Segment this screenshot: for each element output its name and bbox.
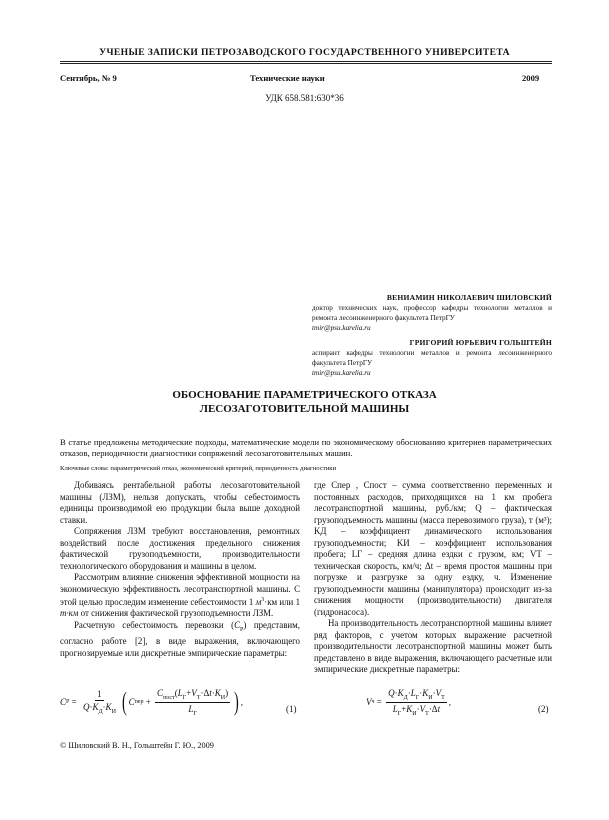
year-label: 2009 [522, 73, 540, 83]
left-column [60, 480, 300, 659]
equation-number-2: (2) [538, 704, 549, 714]
title-line: ЛЕСОЗАГОТОВИТЕЛЬНОЙ МАШИНЫ [199, 403, 410, 415]
author-affiliation: доктор технических наук, профессор кафедры технологии металлов и ремонта лесоинженерного факультета ПетрГУ [312, 304, 552, 322]
paragraph: Добиваясь рентабельной работы лесозаготовительной машины (ЛЗМ), нельзя допускать, чтобы себестоимость единицы производимой ею продукции была выше доходной ставки. [60, 480, 300, 525]
header-rule-bottom [60, 63, 552, 64]
copyright: © Шиловский В. Н., Гольштейн Г. Ю., 2009 [60, 741, 214, 750]
author-email[interactable]: tmir@psu.karelia.ru [312, 324, 371, 332]
paragraph: Расчетную себестоимость перевозки $(C_Р)$ представим, согласно работе [2], в виде выражения, включающего прогнозируемые или дискретные эмпирические параметры: [60, 619, 300, 658]
author-2 [312, 338, 552, 378]
paragraph: где Cпер , Cпост – сумма соответственно переменных и постоянных расходов, приходящихся на 1 км пробега лесотранспортной машины, руб./км; Q – фактическая грузоподъемность машины (масса перевозимого груза), т (м³); KД – коэффициент динамического использования грузоподъемности; KИ – коэффициент использования пробега; LГ – средняя длина ездки с грузом, км; VТ – техническая скорость, км/ч; Δt – время простоя машины при погрузке и разгрузке за одну ездку, ч. Изменение грузоподъемности машины (манипулятора) происходит из-за снижения мощности (производительности) двигателя (гидронасоса). [314, 480, 552, 617]
equation-number-1: (1) [286, 704, 297, 714]
right-column [314, 480, 552, 676]
author-name: ГРИГОРИЙ ЮРЬЕВИЧ ГОЛЬШТЕЙН [409, 338, 552, 347]
header-rule-top [60, 61, 552, 62]
journal-title: УЧЕНЫЕ ЗАПИСКИ ПЕТРОЗАВОДСКОГО ГОСУДАРСТВЕННОГО УНИВЕРСИТЕТА [99, 47, 510, 58]
paragraph: Сопряжения ЛЗМ требуют восстановления, ремонтных воздействий после достижения предельного снижения фактической грузоподъемности, производительности технологического оборудования и машины в целом. [60, 526, 300, 571]
udk-code: УДК 658.581:630*36 [265, 93, 344, 103]
issue-label: Сентябрь, № 9 [60, 73, 117, 83]
author-affiliation: аспирант кафедры технологии металлов и ремонта лесоинженерного факультета ПетрГУ [312, 349, 552, 367]
keywords: Ключевые слова: параметрический отказ, экономический критерий, периодичность диагностики [60, 465, 337, 472]
abstract: В статье предложены методические подходы, математические модели по экономическому обоснованию критериев параметрических отказов, периодичности диагностики сопряжений лесозаготовительных машин. [60, 437, 552, 459]
paragraph: Рассмотрим влияние снижения эффективной мощности на экономическую эффективность лесотранспортной машины. С этой целью проследим изменение себестоимости 1 $м^3\cdot км$ или 1 т·км от снижения фактической грузоподъемности ЛЗМ. [60, 572, 301, 619]
article-title [0, 388, 609, 416]
section-label: Технические науки [250, 73, 325, 83]
author-email[interactable]: tmir@psu.karelia.ru [312, 369, 371, 377]
title-line: ОБОСНОВАНИЕ ПАРАМЕТРИЧЕСКОГО ОТКАЗА [172, 389, 437, 401]
formula-2: V ч = $\frac{Q\cdot K_Д\cdot L_Г\cdot K_И\cdot V_Т}{L_Г+K_И\cdot V_Т\cdot\Delta t}$ , [366, 688, 451, 717]
author-name: ВЕНИАМИН НИКОЛАЕВИЧ ШИЛОВСКИЙ [386, 293, 552, 302]
paragraph: На производительность лесотранспортной машины влияет ряд факторов, с учетом которых выражение расчетной производительности лесотранспортной машины может быть представлено в виде выражения, включающего расчетные или эмпирические дискретные параметры: [314, 618, 552, 674]
author-1 [312, 293, 552, 333]
formula-1: C Р = $\frac{1}{Q\cdot K_Д\cdot K_И}$ ( C пер + $\frac{C_{пост}(L_Г+V_Т\cdot\Delta t\cdot K_И)}{L_Г}$ ) , [60, 687, 244, 717]
